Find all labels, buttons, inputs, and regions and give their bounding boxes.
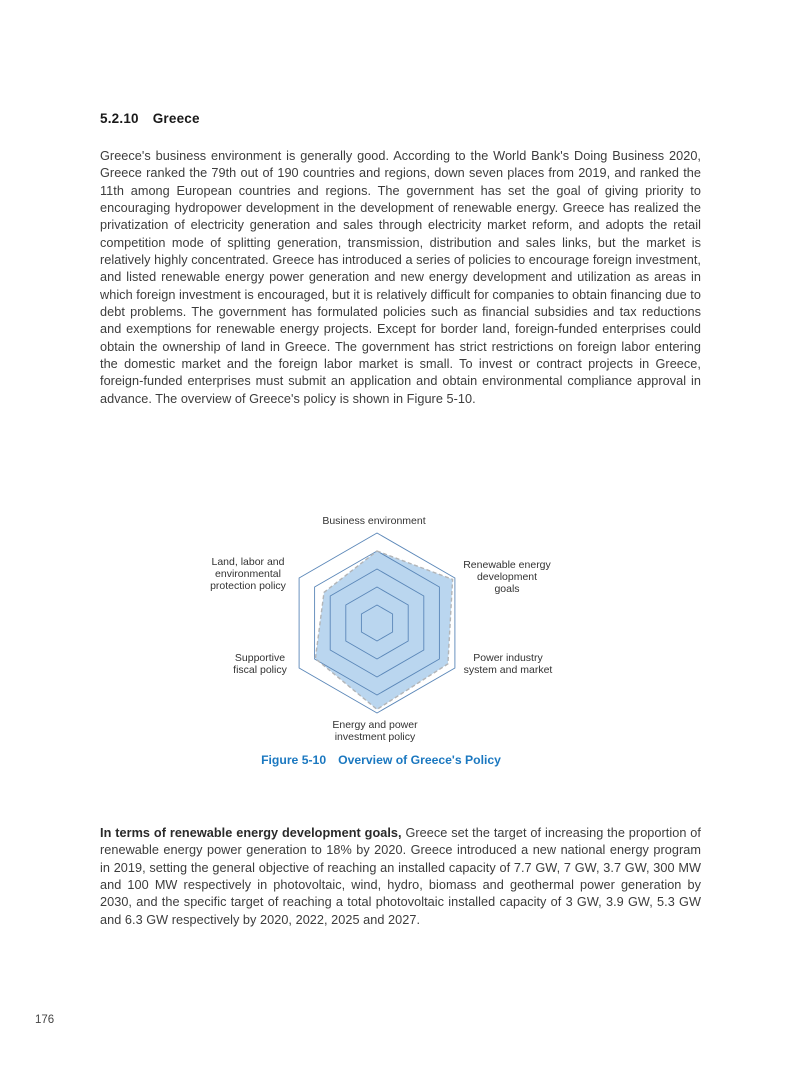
- paragraph-rest: Greece set the target of increasing the proportion of renewable energy power generation to 18% by 2020. Greece introduced a new national energy program in 2019, setting the general objective of reaching an installed capacity of 7.7 GW, 7 GW, 3.7 GW, 300 MW and 100 MW respectively in photovoltaic, wind, hydro, biomass and geothermal power generation by 2030, and the specific target of reaching a total photovoltaic installed capacity of 3 GW, 3.9 GW, 5.3 GW and 6.3 GW respectively by 2020, 2022, 2025 and 2027.: [100, 826, 701, 927]
- radar-axis-label: Land, labor and environmental protection policy: [210, 556, 286, 592]
- section-heading: [100, 111, 200, 126]
- figure-5-10: [180, 508, 620, 758]
- radar-axis-label: Power industry system and market: [463, 652, 553, 676]
- radar-axis-label: Supportive fiscal policy: [233, 652, 287, 676]
- radar-axis-label: Business environment: [322, 515, 426, 527]
- policy-radar-chart: [180, 508, 620, 758]
- figure-caption-title: Overview of Greece's Policy: [338, 753, 501, 767]
- page-number: 176: [35, 1014, 55, 1026]
- section-number: 5.2.10: [100, 111, 139, 126]
- figure-caption-label: Figure 5-10: [261, 753, 327, 767]
- paragraph-business-environment: Greece's business environment is generally good. According to the World Bank's Doing Business 2020, Greece ranked the 79th out of 190 countries and regions, down seven places from 2019, and ranked the 11th among European countries and regions. The government has set the goal of giving priority to encouraging hydropower development in the development of renewable energy. Greece has realized the privatization of electricity generation and sales through electricity market reform, and adopts the retail competition mode of splitting generation, transmission, distribution and sales links, but the market is relatively highly concentrated. Greece has introduced a series of policies to encourage foreign investment, and listed renewable energy power generation and new energy development and utilization as areas in which foreign investment is encouraged, but it is relatively difficult for companies to obtain financing due to debt problems. The government has formulated policies such as financial subsidies and tax reductions and exemptions for renewable energy projects. Except for border land, foreign-funded enterprises could obtain the ownership of land in Greece. The government has strict restrictions on foreign labor entering the domestic market and the foreign labor market is small. To invest or contract projects in Greece, foreign-funded enterprises must submit an application and obtain environmental compliance approval in advance. The overview of Greece's policy is shown in Figure 5-10.: [100, 149, 701, 406]
- radar-axis-label: Renewable energy development goals: [463, 559, 551, 595]
- figure-caption: [181, 753, 581, 767]
- section-title: Greece: [152, 111, 200, 126]
- paragraph-renewable-goals: [100, 825, 701, 929]
- radar-axis-label: Energy and power investment policy: [332, 719, 418, 743]
- paragraph-lead-phrase: In terms of renewable energy development goals,: [100, 826, 402, 840]
